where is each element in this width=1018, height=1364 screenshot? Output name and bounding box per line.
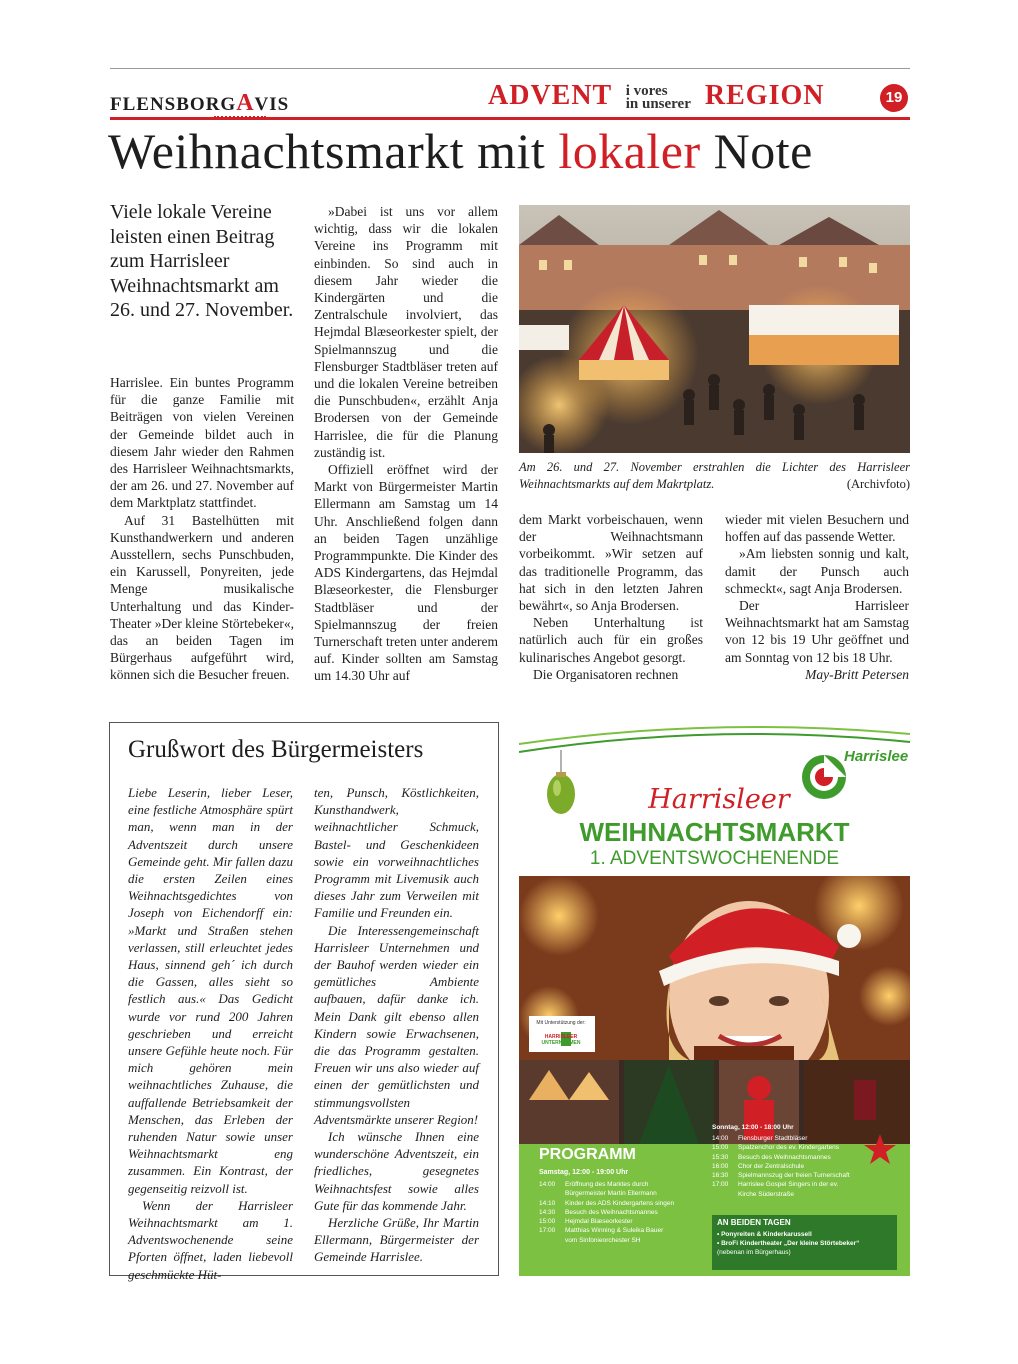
article-column-2 (314, 203, 498, 685)
article-column-1 (110, 374, 294, 684)
program-time: 15:30 (712, 1153, 729, 1161)
ad-saturday-list (539, 1180, 714, 1245)
paragraph: Wenn der Harrisleer Weihnachtsmarkt am 1. Adventswochenende seine Pforten öffnet, laden liebevoll geschmückte Hüt- (128, 1197, 293, 1282)
photo-credit: (Archivfoto) (846, 477, 910, 491)
paragraph: dem Markt vorbeischauen, wenn der Weihnachtsmann vorbeikommt. »Wir setzen auf das traditionelle Programm, das hat sich in den letzten Jahren bewährt«, so Anja Brodersen. (519, 512, 703, 614)
ad-subtitle: 1. ADVENTSWOCHENENDE (589, 848, 840, 869)
program-time: 16:00 (712, 1162, 729, 1170)
program-event: vom Sinfonieorchester SH (565, 1236, 641, 1244)
paragraph: Der Harrisleer Weihnachtsmarkt hat am Samstag von 12 bis 19 Uhr geöffnet und am Sonntag von 12 bis 18 Uhr. (725, 598, 909, 665)
program-time (712, 1190, 738, 1199)
masthead-logo: FLENSBORGAVIS (110, 90, 290, 116)
page-number: 19 (880, 84, 908, 112)
program-time: 14:00 (539, 1181, 556, 1188)
program-time: 14:10 (539, 1199, 556, 1207)
program-row (539, 1217, 714, 1226)
program-row (539, 1236, 714, 1245)
ad-script-title: Harrisleer (648, 784, 790, 815)
ad-program-title: PROGRAMM (539, 1146, 636, 1163)
program-time: 14:30 (539, 1208, 556, 1216)
program-row (539, 1199, 714, 1208)
program-event: Spatzenchor des ev. Kindergartens (738, 1144, 840, 1152)
headline: Weihnachtsmarkt mit lokaler Note (108, 123, 813, 179)
ad-market-photos (519, 1060, 910, 1144)
paragraph: Auf 31 Bastelhütten mit Kunsthandwerkern und anderen Ausstellern, sechs Punschbuden, ein Karussell, Ponyreiten, jede Menge musikalische Unterhaltung und das Kinder-Theater »Der kleine Störtebeker«, das an beiden Tagen im Bürgerhaus aufgeführt wird, können sich die Besucher freuen. (110, 512, 294, 683)
author-byline: May-Britt Petersen (805, 666, 909, 682)
paragraph: Harrislee. Ein buntes Programm für die ganze Familie mit Beiträgen von vielen Vereinen der Gemeinde bildet auch in diesem Jahr wieder den Rahmen des Harrisleer Weihnachtsmarkts, der am 26. und 27. November auf dem Marktplatz stattfindet. (110, 375, 294, 511)
ad-logo-text: Harrislee (844, 748, 909, 765)
program-row (712, 1171, 892, 1180)
program-row (539, 1208, 714, 1217)
paragraph: »Am liebsten sonnig und kalt, damit der Punsch auch schmeckt«, sagt Anja Brodersen. (725, 546, 909, 596)
program-row (539, 1189, 714, 1198)
program-event: Besuch des Weihnachtsmannes (738, 1153, 831, 1161)
greeting-column-1 (128, 784, 293, 1283)
program-event: Eröffnung des Marktes durch (565, 1181, 649, 1188)
program-time: 14:00 (712, 1135, 729, 1142)
greeting-column-2 (314, 784, 479, 1266)
ad-title: WEIHNACHTSMARKT (579, 817, 850, 847)
program-time (539, 1236, 565, 1245)
article-column-4 (725, 511, 909, 683)
header-rule (110, 117, 910, 120)
photo-caption: Am 26. und 27. November erstrahlen die Lichter des Harrisleer Weihnachtsmarkts auf dem Makrtplatz. (Archivfoto) (519, 460, 910, 491)
ad-saturday-head: Samstag, 12:00 - 19:00 Uhr (539, 1169, 629, 1176)
program-event: Harrislee Gospel Singers in der ev. (738, 1181, 839, 1189)
program-event: Kinder des ADS Kindergartens singen (565, 1199, 675, 1207)
paragraph: Die Interessengemeinschaft Harrisleer Unternehmen und der Bauhof werden wieder ein gemütliches Ambiente aufbauen, dafür danke ich. Mein Dank gilt ebenso allen Kindern sowie Erwachsenen, die das Programm gestalten. Freuen wir uns also wieder auf einen der gemütlichsten und stimmungsvollsten Adventsmärkte unserer Region! (314, 922, 479, 1127)
market-photo (519, 205, 910, 453)
program-event: Besuch des Weihnachtsmannes (565, 1208, 658, 1216)
program-row (539, 1180, 714, 1189)
lead-paragraph: Viele lokale Vereine leisten einen Beitrag zum Harrisleer Weihnachtsmarkt am 26. und 27. November. (110, 201, 294, 321)
program-time: 16:30 (712, 1172, 729, 1180)
program-event: Matthias Winning & Suleika Bauer (565, 1227, 664, 1235)
program-row (712, 1180, 892, 1189)
top-rule (110, 68, 910, 69)
paragraph: Neben Unterhaltung ist natürlich auch für ein großes kulinarisches Angebot gesorgt. (519, 615, 703, 665)
paragraph: Herzliche Grüße, Ihr Martin Ellermann, Bürgermeister der Gemeinde Harrislee. (314, 1215, 479, 1265)
program-event: Chor der Zentralschule (738, 1162, 805, 1170)
paragraph: Ich wünsche Ihnen eine wunderschöne Adventszeit, ein friedliches, gesegnetes Weihnachtsfest sowie alles Gute für das kommende Jahr. (314, 1129, 479, 1213)
program-time: 15:00 (539, 1218, 556, 1226)
program-time: 15:00 (712, 1144, 729, 1152)
program-row (539, 1226, 714, 1235)
ad-sunday-head: Sonntag, 12:00 - 18:00 Uhr (712, 1124, 794, 1131)
section-title: ADVENT i vores in unserer REGION (488, 80, 825, 112)
paragraph: Die Organisatoren rechnen (533, 666, 679, 682)
ad-sponsor: Mit Unterstützung der: HARRISLEER UNTERNEHMEN (536, 1020, 586, 1046)
paragraph: Liebe Leserin, lieber Leser, eine festliche Atmosphäre spürt man, wenn man in der Adventszeit durch unsere Gemeinde geht. Mir fallen dazu die ersten Zeilen eines Weihnachtsgedichtes von Joseph von Eichendorff ein: »Markt und Straßen stehen verlassen, still erleuchtet jedes Haus, sinnend geh´ ich durch die Gassen, alles sieht so festlich aus.« Das Gedicht wurde vor rund 200 Jahren geschrieben und erreicht unsere Gefühle heute noch. Für mich gehören mein weihnachtliches Zuhause, die auffallende Betriebsamkeit der Menschen, das Erleben der ruhenden Natur sowie unser Weihnachtsmarkt eng zusammen. Ein Kontrast, der gegenseitig reizvoll ist. (128, 785, 293, 1196)
greeting-title: Grußwort des Bürgermeisters (128, 736, 424, 763)
ad-both-days-list: • Ponyreiten & Kinderkarussell • BroFi Kindertheater „Der kleine Störtebeker“ (nebenan im Bürgerhaus) (717, 1231, 860, 1256)
program-event: Hejmdal Blæseorkester (565, 1218, 633, 1226)
program-event: Bürgermeister Martin Ellermann (565, 1190, 657, 1198)
star-ornament-icon (863, 1132, 897, 1166)
paragraph: ten, Punsch, Köstlichkeiten, Kunsthandwerk, weihnachtlicher Schmuck, Bastel- und Geschenkideen sowie ein vorweihnachtliches Programm mit Livemusik auch dieses Jahr zum Verweilen mit Familie und Freunden ein. (314, 785, 479, 921)
advertisement (519, 722, 910, 1276)
paragraph: »Dabei ist uns vor allem wichtig, dass wir die lokalen Vereine ins Programm mit einbinden. So sind auch in diesem Jahr wieder die Kindergärten und die Zentralschule involviert, das Hejmdal Blæseorkester spielt, der Spielmannszug und die Flensburger Stadtbläser treten auf und die lokalen Vereine betreiben die Punschbuden«, erzählt Anja Brodersen von der Gemeinde Harrislee, die für die Planung zuständig ist. (314, 204, 498, 460)
ad-both-days-head: AN BEIDEN TAGEN (717, 1218, 791, 1227)
program-event: Flensburger Stadtbläser (738, 1135, 808, 1142)
program-row (712, 1190, 892, 1199)
program-time (539, 1189, 565, 1198)
program-event: Spielmannszug der freien Turnerschaft (738, 1172, 850, 1180)
article-column-3 (519, 511, 703, 683)
program-event: Kirche Süderstraße (738, 1190, 794, 1198)
paragraph: Offiziell eröffnet wird der Markt von Bürgermeister Martin Ellermann am Samstag um 14 Uhr. Anschließend folgen dann an beiden Tagen unzählige Programmpunkte. Die Kinder des ADS Kindergartens, das Hejmdal Blæseorkester, die Flensburger Stadtbläser und der Spielmannszug der freien Turnerschaft treten unter anderem auf. Kinder sollten am Samstag um 14.30 Uhr auf (314, 462, 498, 684)
program-time: 17:00 (539, 1227, 556, 1235)
paragraph: wieder mit vielen Besuchern und hoffen auf das passende Wetter. (725, 512, 909, 545)
program-time: 17:00 (712, 1181, 729, 1189)
